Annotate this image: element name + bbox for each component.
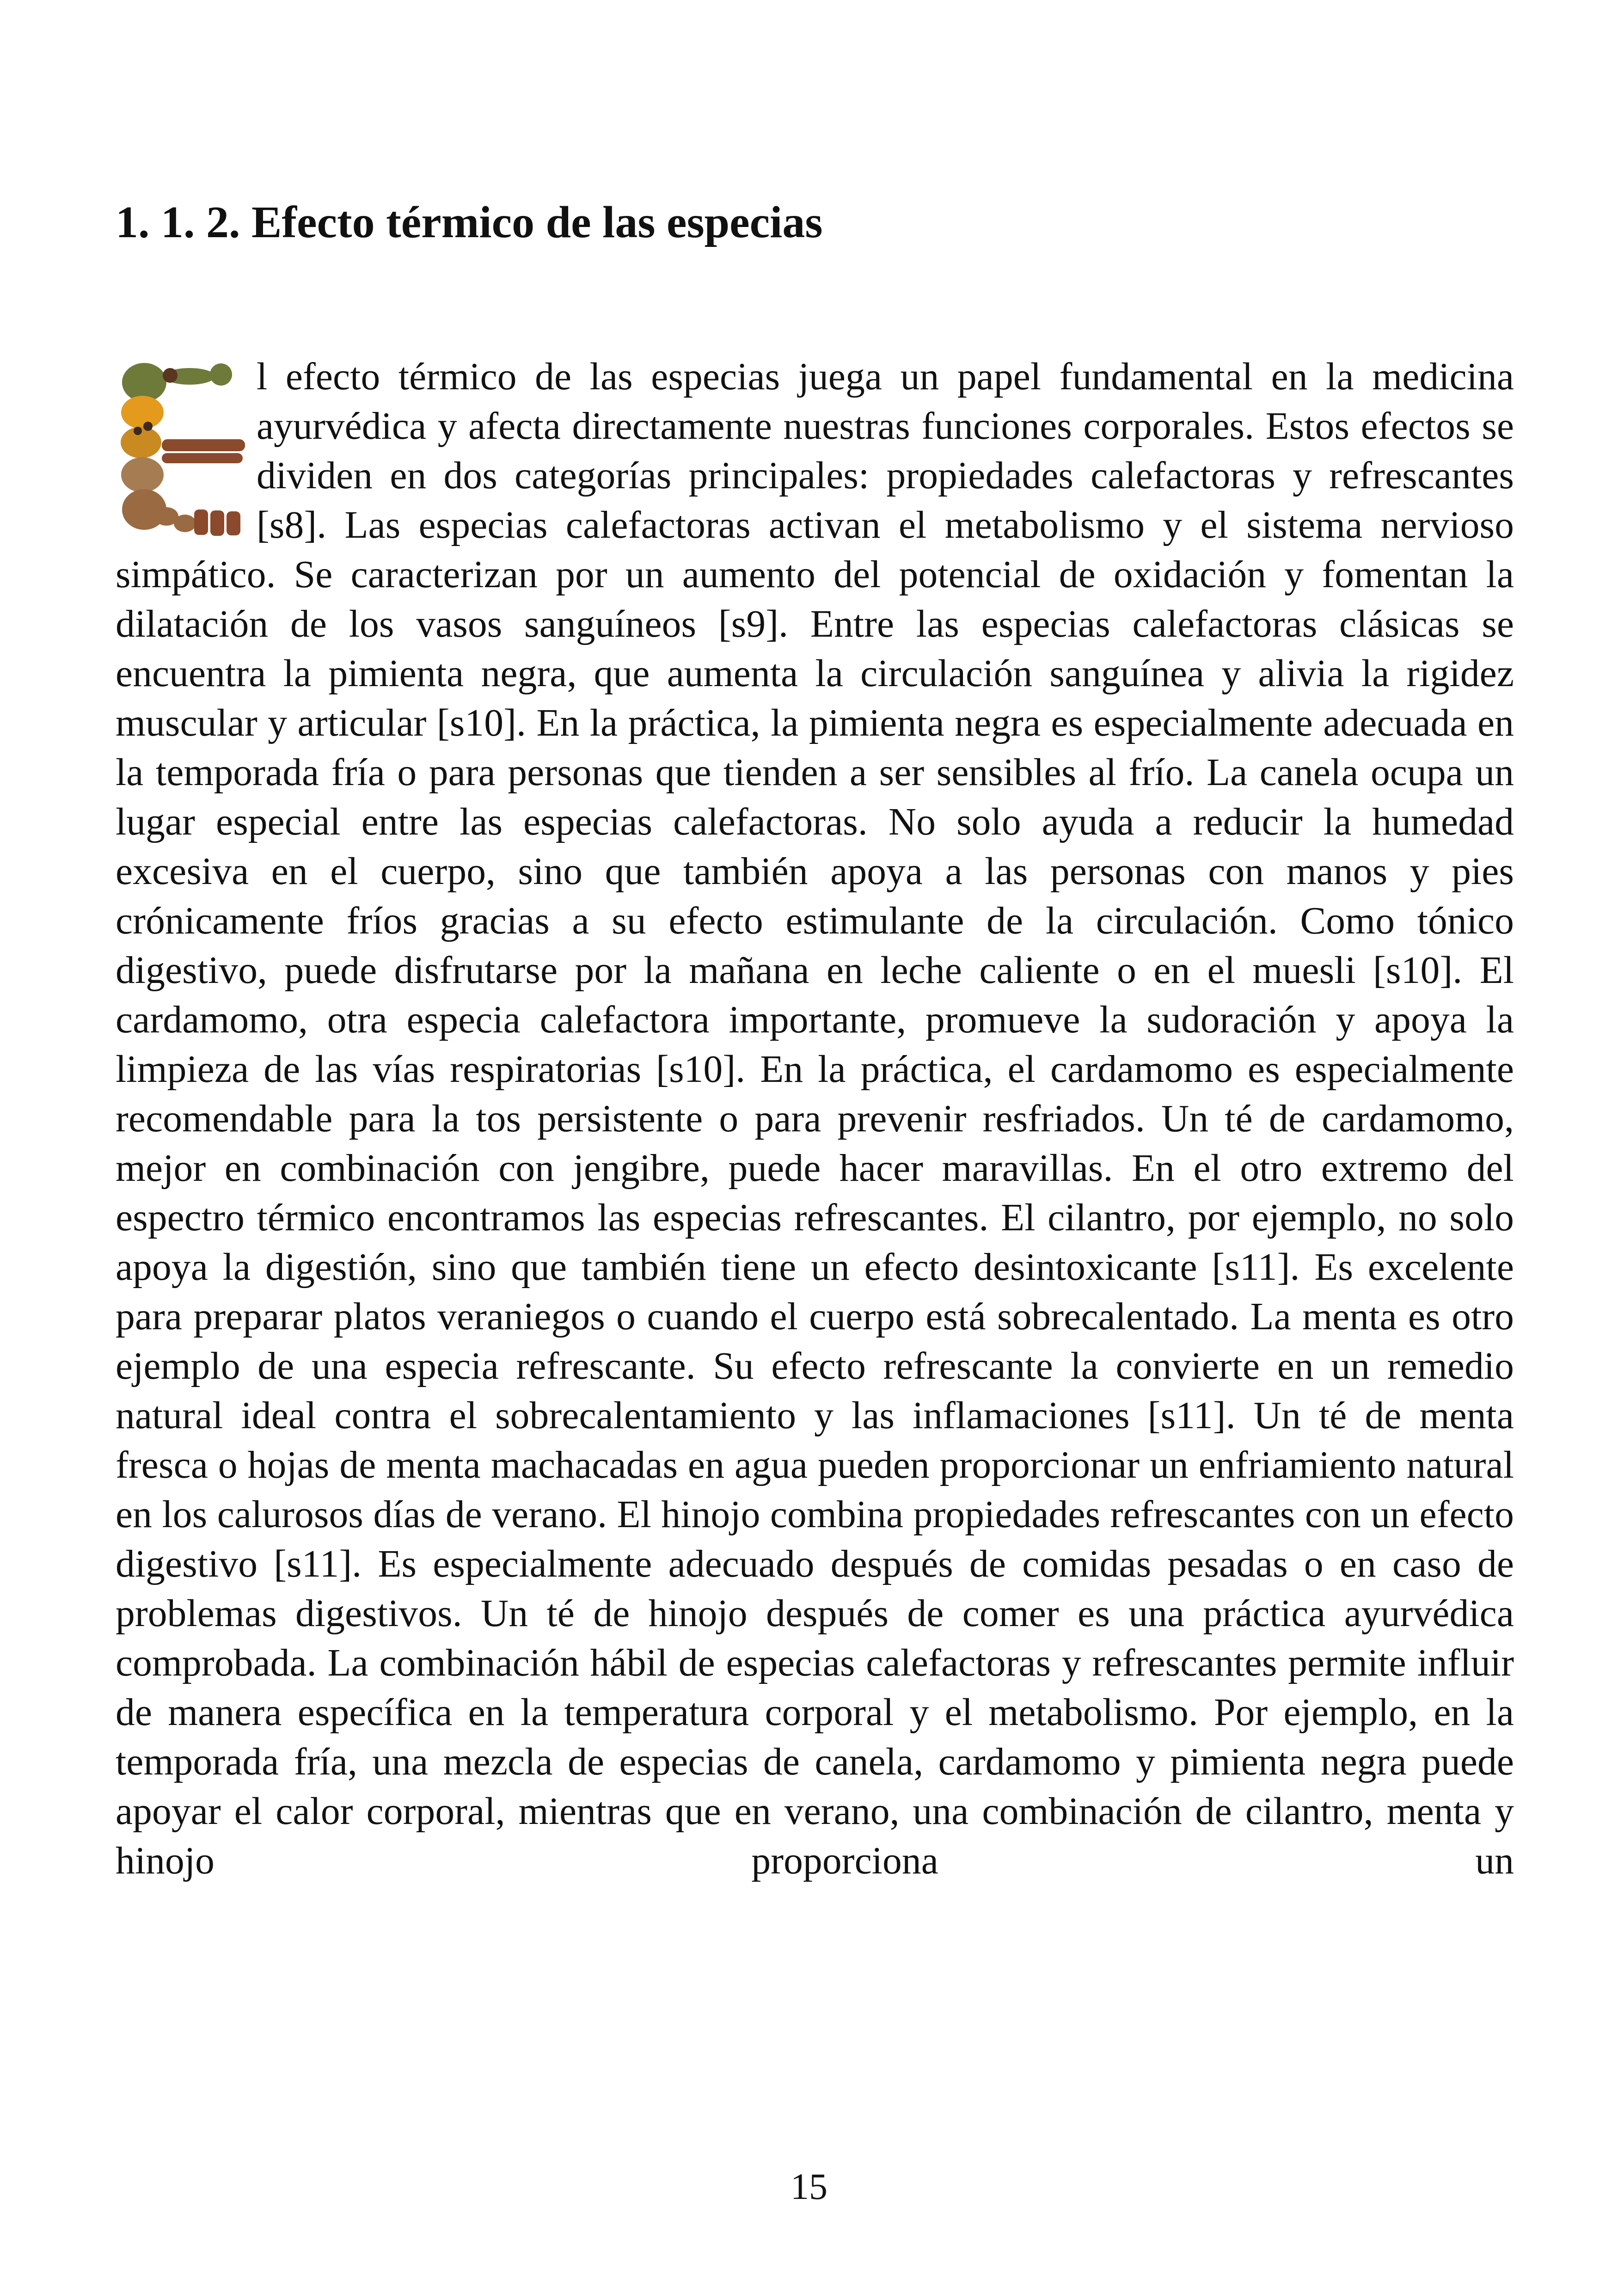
nutmeg-2	[174, 515, 196, 532]
body-paragraph: l efecto térmico de las especias juega un papel fundamental en la medicina ayurvédica y afecta directamente nuestras funciones corporales. Estos efectos se dividen en dos categorías principales: propiedades calefactoras y refrescantes [s8]. Las especias calefactoras activan el metabolismo y el sistema nervioso simpático. Se caracterizan por un aumento del potencial de oxidación y fomentan la dilatación de los vasos sanguíneos [s9]. Entre las especias calefactoras clásicas se encuentra la pimienta negra, que aumenta la circulación sanguínea y alivia la rigidez muscular y articular [s10]. En la práctica, la pimienta negra es especialmente adecuada en la temporada fría o para personas que tienden a ser sensibles al frío. La canela ocupa un lugar especial entre las especias calefactoras. No solo ayuda a reducir la humedad excesiva en el cuerpo, sino que también apoya a las personas con manos y pies crónicamente fríos gracias a su efecto estimulante de la circulación. Como tónico digestivo, puede disfrutarse por la mañana en leche caliente o en el muesli [s10]. El cardamomo, otra especia calefactora importante, promueve la sudoración y apoya la limpieza de las vías respiratorias [s10]. En la práctica, el cardamomo es especialmente recomendable para la tos persistente o para prevenir resfriados. Un té de cardamomo, mejor en combinación con jengibre, puede hacer maravillas. En el otro extremo del espectro térmico encontramos las especias refrescantes. El cilantro, por ejemplo, no solo apoya la digestión, sino que también tiene un efecto desintoxicante [s11]. Es excelente para preparar platos veraniegos o cuando el cuerpo está sobrecalentado. La menta es otro ejemplo de una especia refrescante. Su efecto refrescante la convierte en un remedio natural ideal contra el sobrecalentamiento y las inflamaciones [s11]. Un té de menta fresca o hojas de menta machacadas en agua pueden proporcionar un enfriamiento natural en los calurosos días de verano. El hinojo combina propiedades refrescantes con un efecto digestivo [s11]. Es especialmente adecuado después de comidas pesadas o en caso de problemas digestivos. Un té de hinojo después de comer es una práctica ayurvédica comprobada. La combinación hábil de especias calefactoras y refrescantes permite influir de manera específica en la temperatura corporal y el metabolismo. Por ejemplo, en la temporada fría, una mezcla de especias de canela, cardamomo y pimienta negra puede apoyar el calor corporal, mientras que en verano, una combinación de cilantro, menta y hinojo proporciona un	[116, 356, 1514, 1882]
bark-piece-1	[194, 510, 208, 535]
turmeric-pile	[121, 396, 164, 429]
pepper-grain-2	[134, 427, 142, 435]
cinnamon-stick-1	[162, 439, 245, 451]
bark-piece-2	[210, 510, 224, 536]
section-heading: 1. 1. 2. Efecto térmico de las especias	[116, 197, 823, 247]
body-text	[116, 352, 1514, 1886]
star-anise	[163, 368, 178, 383]
page-number: 15	[791, 2167, 827, 2207]
seed-pile	[121, 457, 164, 492]
dropcap-spice-letter-e	[116, 357, 247, 542]
spice-letter-e-illustration	[116, 357, 247, 542]
bark-piece-3	[227, 511, 240, 535]
top-arm-leaf	[210, 363, 232, 386]
pepper-grain-1	[143, 422, 153, 431]
cinnamon-stick-2	[162, 453, 243, 463]
